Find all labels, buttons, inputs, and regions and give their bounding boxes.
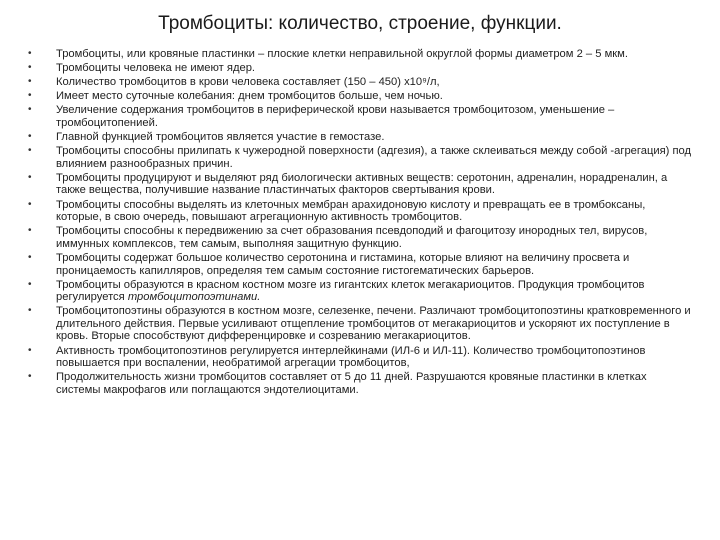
bullet-marker: • <box>28 76 32 88</box>
list-item-body: Тромбоциты продуцируют и выделяют ряд биологически активных веществ: серотонин, адреналин, норадреналин, а также вещества, получившие название пластинчатых факторов свертывания крови. <box>56 171 668 197</box>
list-item-body: Тромбоциты, или кровяные пластинки – плоские клетки неправильной округлой формы диаметром 2 – 5 мкм. <box>56 48 628 60</box>
list-item-text <box>56 131 692 144</box>
list-item <box>28 305 692 343</box>
list-item-body: Увеличение содержания тромбоцитов в периферической крови называется тромбоцитозом, уменьшение – тромбоцитопенией. <box>56 104 615 129</box>
list-item-body: Тромбоциты образуются в красном костном мозге из гигантских клеток мегакариоцитов. Продукция тромбоцитов регулируется <box>56 278 645 304</box>
slide-title: Тромбоциты: количество, строение, функции. <box>158 13 562 34</box>
list-item-body: Активность тромбоцитопоэтинов регулируется интерлейкинами (ИЛ-6 и ИЛ-11). Количество тромбоцитопоэтинов повышается при воспалении, необратимой агрегации тромбоцитов, <box>56 344 646 370</box>
bullet-marker: • <box>28 171 32 183</box>
list-item-body: Тромбоциты человека не имеют ядер. <box>56 62 256 75</box>
list-item <box>28 76 692 89</box>
list-item <box>28 90 692 103</box>
list-item <box>28 279 692 304</box>
bullet-marker: • <box>28 198 32 210</box>
list-item <box>28 104 692 129</box>
list-item <box>28 145 692 170</box>
list-item <box>28 252 692 277</box>
list-item-text <box>56 345 692 370</box>
list-item-text <box>56 90 692 103</box>
list-item-text <box>56 279 692 304</box>
bullet-marker: • <box>28 278 32 290</box>
list-item-text <box>56 305 692 343</box>
list-item <box>28 48 692 61</box>
list-item-text <box>56 172 692 197</box>
list-item-text <box>56 104 692 129</box>
list-item <box>28 131 692 144</box>
list-item-body: Тромбоциты способны выделять из клеточных мембран арахидоновую кислоту и превращать ее в тромбоксаны, которые, в свою очередь, повышают агрегационную активность тромбоцитов. <box>56 198 646 224</box>
list-item-text <box>56 252 692 277</box>
list-item-body: Тромбоцитопоэтины образуются в костном мозге, селезенке, печени. Различают тромбоцитопоэтины кратковременного и длительного действия. Первые усиливают отщепление тромбоцитов от мегакариоцитов и ускоряют их поступление в кровь. Вторые способствуют дифференцировке и созреванию мегакариоцитов. <box>56 305 691 343</box>
bullet-marker: • <box>28 344 32 356</box>
list-item-body: Тромбоциты способны к передвижению за счет образования псевдоподий и фагоцитозу инородных тел, вирусов, иммунных комплексов, тем самым, выполняя защитную функцию. <box>56 225 648 250</box>
bullet-marker: • <box>28 104 32 116</box>
bullet-marker: • <box>28 62 32 74</box>
list-item <box>28 225 692 250</box>
bullet-marker: • <box>28 305 32 317</box>
list-item-body: Тромбоциты способны прилипать к чужеродной поверхности (адгезия), а также склеиваться между собой -агрегация) под влиянием разнообразных причин. <box>56 145 692 170</box>
list-item <box>28 199 692 224</box>
bullet-marker: • <box>28 131 32 143</box>
list-item-text <box>56 62 692 75</box>
list-item <box>28 371 692 396</box>
list-item-text <box>56 76 692 89</box>
bullet-marker: • <box>28 371 32 383</box>
list-item <box>28 172 692 197</box>
list-item-body: Имеет место суточные колебания: днем тромбоцитов больше, чем ночью. <box>56 90 443 103</box>
list-item <box>28 62 692 75</box>
list-item-body: Тромбоциты содержат большое количество серотонина и гистамина, которые влияют на величину просвета и проницаемость капилляров, определяя тем самым состояние гистогематических барьеров. <box>56 251 630 277</box>
list-item <box>28 345 692 370</box>
list-item-text <box>56 145 692 170</box>
bullet-marker: • <box>28 145 32 157</box>
list-item-text <box>56 199 692 224</box>
bullet-marker: • <box>28 251 32 263</box>
list-item-emphasis: тромбоцитопоэтинами. <box>127 291 261 304</box>
list-item-body: Количество тромбоцитов в крови человека составляет (150 – 450) х10⁹/л, <box>56 76 440 89</box>
list-item-text <box>56 48 692 61</box>
list-item-body: Продолжительность жизни тромбоцитов составляет от 5 до 11 дней. Разрушаются кровяные пластинки в клетках системы макрофагов или поглащаются эндотелиоцитами. <box>56 371 647 396</box>
bullet-marker: • <box>28 48 32 59</box>
list-item-text <box>56 225 692 250</box>
list-item-text <box>56 371 692 396</box>
list-item-body: Главной функцией тромбоцитов является участие в гемостазе. <box>56 131 385 144</box>
bullet-list <box>28 48 692 398</box>
bullet-marker: • <box>28 90 32 102</box>
bullet-marker: • <box>28 225 32 237</box>
